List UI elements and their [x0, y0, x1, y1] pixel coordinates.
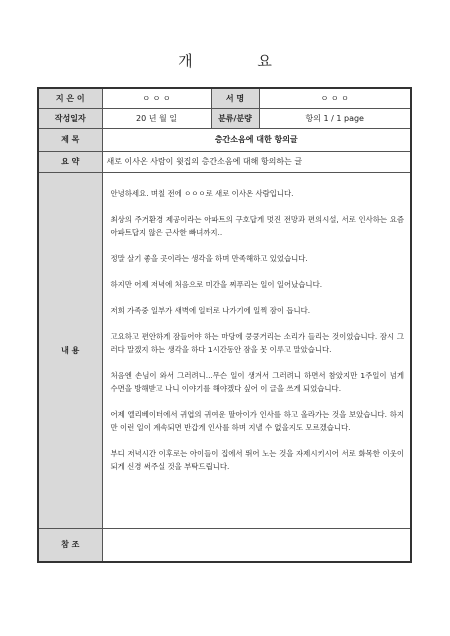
content-label: 내 용	[38, 172, 102, 528]
content-paragraph: 어제 엘리베이터에서 귀엽의 귀여운 딸아이가 인사를 하고 올라가는 것을 보았습니다. 하지만 이런 일이 계속되면 반갑게 인사를 하며 지낼 수 없을지도 모르겠습니다.	[110, 409, 404, 432]
reference-label: 참 조	[38, 528, 102, 562]
reference-row	[38, 528, 411, 562]
content-paragraph: 고요하고 편안하게 잠들어야 하는 마당에 쿵쿵거리는 소리가 들리는 것이었습니다. 잠시 그러다 말겠지 하는 생각을 하다 1시간동안 잠을 못 이루고 말았습니다.	[110, 331, 404, 354]
summary-form-table	[37, 87, 412, 563]
content-paragraph: 처음엔 손님이 와서 그러려니...무슨 일이 생겨서 그러려니 하면서 참았지만 1주일이 넘게 수면을 방해받고 나니 이야기를 해야겠다 싶어 이 글을 쓰게 되었습니다.	[110, 370, 404, 393]
subject-label: 제 목	[38, 128, 102, 151]
date-value: 20 년 월 일	[102, 108, 211, 128]
date-label: 작성일자	[38, 108, 102, 128]
summary-label: 요 약	[38, 151, 102, 172]
category-value: 항의 1 / 1 page	[259, 108, 411, 128]
subject-row	[38, 128, 411, 151]
author-label: 지 은 이	[38, 88, 102, 108]
author-row	[38, 88, 411, 108]
content-paragraph: 부디 저녁시간 이후로는 아이들이 집에서 뛰어 노는 것을 자제시키시어 서로 화목한 이웃이 되게 신경 써주실 것을 부탁드립니다.	[110, 448, 404, 471]
summary-row	[38, 151, 411, 172]
content-paragraph: 저희 가족중 일부가 새벽에 일터로 나가기에 일찍 잠이 듭니다.	[110, 305, 311, 315]
date-row	[38, 108, 411, 128]
category-label: 분류/분량	[211, 108, 259, 128]
summary-value: 새로 이사온 사람이 윗집의 층간소음에 대해 항의하는 글	[102, 151, 411, 172]
author-value: ㅇ ㅇ ㅇ	[102, 88, 211, 108]
content-row	[38, 172, 411, 528]
content-paragraph: 하지만 어제 저녁에 처음으로 미간을 찌푸리는 일이 일어났습니다.	[110, 279, 323, 289]
content-paragraph: 최상의 주거환경 제공이라는 아파트의 구호답게 멋진 전망과 편의시설, 서로 인사하는 요즘 아파트답지 않은 근사한 빠녀까지..	[110, 214, 404, 237]
content-paragraph: 정말 살기 좋을 곳이라는 생각을 하며 만족해하고 있었습니다.	[110, 253, 308, 263]
content-paragraph: 안녕하세요. 며칠 전에 ㅇㅇㅇ로 새로 이사온 사람입니다.	[110, 188, 294, 198]
signature-label: 서 명	[211, 88, 259, 108]
reference-value	[102, 528, 411, 562]
document-title: 개 요	[178, 52, 302, 70]
subject-value: 층간소음에 대한 항의글	[102, 128, 411, 151]
signature-value: ㅇ ㅇ ㅇ	[259, 88, 411, 108]
content-body	[102, 172, 411, 528]
